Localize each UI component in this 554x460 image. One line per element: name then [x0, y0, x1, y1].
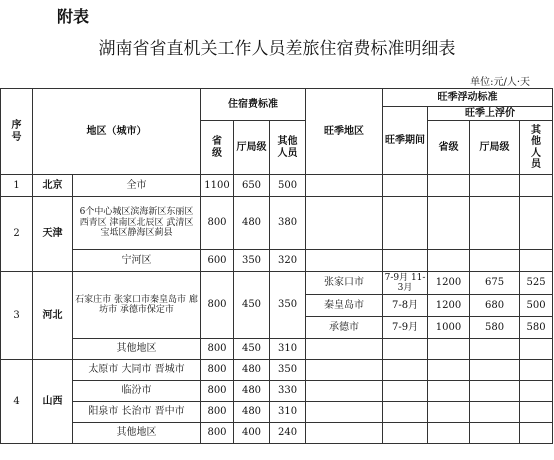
- table-row: [1, 381, 553, 402]
- header-region: 地区（城市）: [33, 89, 201, 175]
- empty-cell: [520, 197, 553, 250]
- empty-cell: [306, 402, 383, 423]
- seq-cell: 2: [1, 197, 33, 272]
- seq-cell: 4: [1, 360, 33, 444]
- annex-label: 附表: [57, 7, 90, 26]
- province-cell: 河北: [33, 272, 73, 360]
- rate-provincial: 600: [201, 250, 234, 272]
- table-row: [1, 402, 553, 423]
- empty-cell: [470, 381, 520, 402]
- header-standard: 住宿费标准: [201, 89, 306, 121]
- rate-bureau: 480: [234, 197, 270, 250]
- header-other: 其他人员: [270, 121, 306, 175]
- empty-cell: [428, 381, 470, 402]
- rate-other: 350: [270, 272, 306, 339]
- province-cell: 北京: [33, 175, 73, 197]
- empty-cell: [428, 250, 470, 272]
- empty-cell: [520, 381, 553, 402]
- seq-cell: 1: [1, 175, 33, 197]
- empty-cell: [383, 250, 428, 272]
- rate-other: 240: [270, 423, 306, 444]
- header-peak-period: 旺季期间: [383, 107, 428, 175]
- empty-cell: [428, 402, 470, 423]
- empty-cell: [383, 175, 428, 197]
- rate-provincial: 800: [201, 197, 234, 250]
- rate-provincial: 800: [201, 339, 234, 360]
- empty-cell: [306, 197, 383, 250]
- header-up-bureau: 厅局级: [470, 121, 520, 175]
- rate-bureau: 650: [234, 175, 270, 197]
- table-row: [1, 272, 553, 295]
- empty-cell: [306, 339, 383, 360]
- empty-cell: [383, 360, 428, 381]
- peak-rate-other: 500: [520, 295, 553, 317]
- peak-rate-bureau: 680: [470, 295, 520, 317]
- rate-other: 310: [270, 402, 306, 423]
- table-row: [1, 250, 553, 272]
- empty-cell: [520, 250, 553, 272]
- empty-cell: [428, 175, 470, 197]
- empty-cell: [383, 402, 428, 423]
- city-cell: 石家庄市 张家口市秦皇岛市 廊坊市 承德市保定市: [73, 272, 201, 339]
- table-row: [1, 175, 553, 197]
- city-cell: 宁河区: [73, 250, 201, 272]
- peak-rate-provincial: 1200: [428, 295, 470, 317]
- empty-cell: [520, 175, 553, 197]
- empty-cell: [428, 423, 470, 444]
- rate-provincial: 800: [201, 402, 234, 423]
- empty-cell: [306, 360, 383, 381]
- peak-period-cell: 7-8月: [383, 295, 428, 317]
- rate-other: 330: [270, 381, 306, 402]
- empty-cell: [520, 402, 553, 423]
- empty-cell: [383, 197, 428, 250]
- rate-provincial: 800: [201, 360, 234, 381]
- peak-rate-provincial: 1000: [428, 317, 470, 339]
- rate-other: 320: [270, 250, 306, 272]
- empty-cell: [428, 197, 470, 250]
- rate-other: 350: [270, 360, 306, 381]
- rate-other: 500: [270, 175, 306, 197]
- unit-label: 单位:元/人·天: [470, 77, 530, 88]
- rate-bureau: 450: [234, 339, 270, 360]
- empty-cell: [383, 339, 428, 360]
- city-cell: 全市: [73, 175, 201, 197]
- empty-cell: [520, 339, 553, 360]
- province-cell: 天津: [33, 197, 73, 272]
- province-cell: 山西: [33, 360, 73, 444]
- city-cell: 太原市 大同市 晋城市: [73, 360, 201, 381]
- rate-provincial: 800: [201, 423, 234, 444]
- header-up-provincial: 省级: [428, 121, 470, 175]
- header-up-other: 其他人员: [520, 121, 553, 175]
- peak-rate-bureau: 675: [470, 272, 520, 295]
- peak-region-cell: 张家口市: [306, 272, 383, 295]
- peak-region-cell: 承德市: [306, 317, 383, 339]
- rate-bureau: 480: [234, 360, 270, 381]
- header-bureau: 厅局级: [234, 121, 270, 175]
- table-row: [1, 339, 553, 360]
- empty-cell: [470, 175, 520, 197]
- empty-cell: [470, 339, 520, 360]
- empty-cell: [520, 360, 553, 381]
- table-row: [1, 423, 553, 444]
- empty-cell: [306, 381, 383, 402]
- rate-bureau: 450: [234, 272, 270, 339]
- peak-period-cell: 7-9月 11-3月: [383, 272, 428, 295]
- empty-cell: [470, 402, 520, 423]
- header-provincial: 省级: [201, 121, 234, 175]
- rate-bureau: 480: [234, 402, 270, 423]
- rate-other: 380: [270, 197, 306, 250]
- peak-rate-other: 580: [520, 317, 553, 339]
- rate-other: 310: [270, 339, 306, 360]
- header-peak-up: 旺季上浮价: [428, 107, 553, 121]
- empty-cell: [470, 360, 520, 381]
- rate-bureau: 480: [234, 381, 270, 402]
- peak-rate-provincial: 1200: [428, 272, 470, 295]
- peak-rate-other: 525: [520, 272, 553, 295]
- peak-region-cell: 秦皇岛市: [306, 295, 383, 317]
- empty-cell: [306, 175, 383, 197]
- city-cell: 6个中心城区滨海新区东丽区 西青区 津南区北辰区 武清区 宝坻区静海区蓟县: [73, 197, 201, 250]
- document-title: 湖南省省直机关工作人员差旅住宿费标准明细表: [98, 39, 456, 59]
- rate-bureau: 350: [234, 250, 270, 272]
- empty-cell: [306, 423, 383, 444]
- peak-rate-bureau: 580: [470, 317, 520, 339]
- city-cell: 其他地区: [73, 339, 201, 360]
- empty-cell: [306, 250, 383, 272]
- empty-cell: [470, 250, 520, 272]
- rate-bureau: 400: [234, 423, 270, 444]
- rate-provincial: 800: [201, 272, 234, 339]
- empty-cell: [428, 360, 470, 381]
- header-row-1: [1, 89, 553, 107]
- city-cell: 其他地区: [73, 423, 201, 444]
- empty-cell: [428, 339, 470, 360]
- table-row: [1, 197, 553, 250]
- empty-cell: [470, 197, 520, 250]
- empty-cell: [520, 423, 553, 444]
- empty-cell: [383, 381, 428, 402]
- peak-period-cell: 7-9月: [383, 317, 428, 339]
- header-seq: 序号: [1, 89, 33, 175]
- empty-cell: [470, 423, 520, 444]
- header-floating: 旺季浮动标准: [383, 89, 553, 107]
- rate-provincial: 800: [201, 381, 234, 402]
- city-cell: 阳泉市 长治市 晋中市: [73, 402, 201, 423]
- table-row: [1, 360, 553, 381]
- rate-provincial: 1100: [201, 175, 234, 197]
- seq-cell: 3: [1, 272, 33, 360]
- city-cell: 临汾市: [73, 381, 201, 402]
- header-peak-region: 旺季地区: [306, 89, 383, 175]
- empty-cell: [383, 423, 428, 444]
- standards-table: [0, 88, 553, 444]
